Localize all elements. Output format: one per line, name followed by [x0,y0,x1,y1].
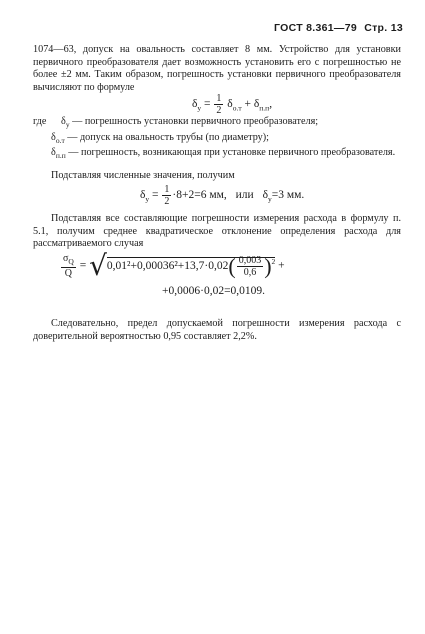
fraction-inner: $\frac{0,003}{0,6}$ [238,254,262,278]
definition-item: $\delta_{п.п}$ — погрешность, возникающая при установке первичного преобразователя. [51,147,396,161]
paragraph-conclusion: Следовательно, предел допускаемой погрешности измерения расхода с доверительной вероятностью 0,95 составляет 2,2%. [33,318,401,342]
fraction-sigma-q: $\frac{\sigma_Q}{Q}$ [63,253,74,279]
paragraph-flow-formula: Подставляя все составляющие погрешности измерения расхода в формулу п. 5.1, получим среднее квадратическое отклонение определения расхода для рассматриваемого случая [33,213,401,250]
formula-numeric: $\delta_у$ = $\frac{1}{2}$ ·8+2=6 мм, или $\delta_у=3$ мм. [140,184,305,207]
definitions-list [33,116,401,163]
definition-item: где $\delta_у$ — погрешность установки первичного преобразователя; [33,116,319,130]
formula-flow-deviation-line2: +0,0006·0,02=0,0109. [162,285,266,297]
page-number: Стр. 13 [364,22,403,34]
formula-flow-deviation: $\frac{\sigma_Q}{Q}$ = √0,01²+0,00036²+13,7·0,02( $\frac{0,003}{0,6}$ )$^2$ + [63,249,285,282]
standard-number: ГОСТ 8.361—79 [274,22,358,34]
fraction-half: $\frac{1}{2}$ [164,184,170,207]
fraction-half: $\frac{1}{2}$ [216,93,222,116]
radical-sign: √ [89,249,107,282]
paragraph-tolerance: 1074—63, допуск на овальность составляет 8 мм. Устройство для установки первичного преобразователя дает возможность установить его с погрешностью не более ±2 мм. Таким образом, погрешность установки первичного преобразователя вычисляют по формуле [33,44,401,93]
definition-item: $\delta_{о.т}$ — допуск на овальность трубы (по диаметру); [51,131,269,145]
formula-installation-error: $\delta_у$ = $\frac{1}{2}$ $\delta_{о.т} + \delta_{п.п}$, [192,93,273,116]
paragraph-substituting: Подставляя численные значения, получим [51,170,235,181]
page-header [270,22,403,34]
